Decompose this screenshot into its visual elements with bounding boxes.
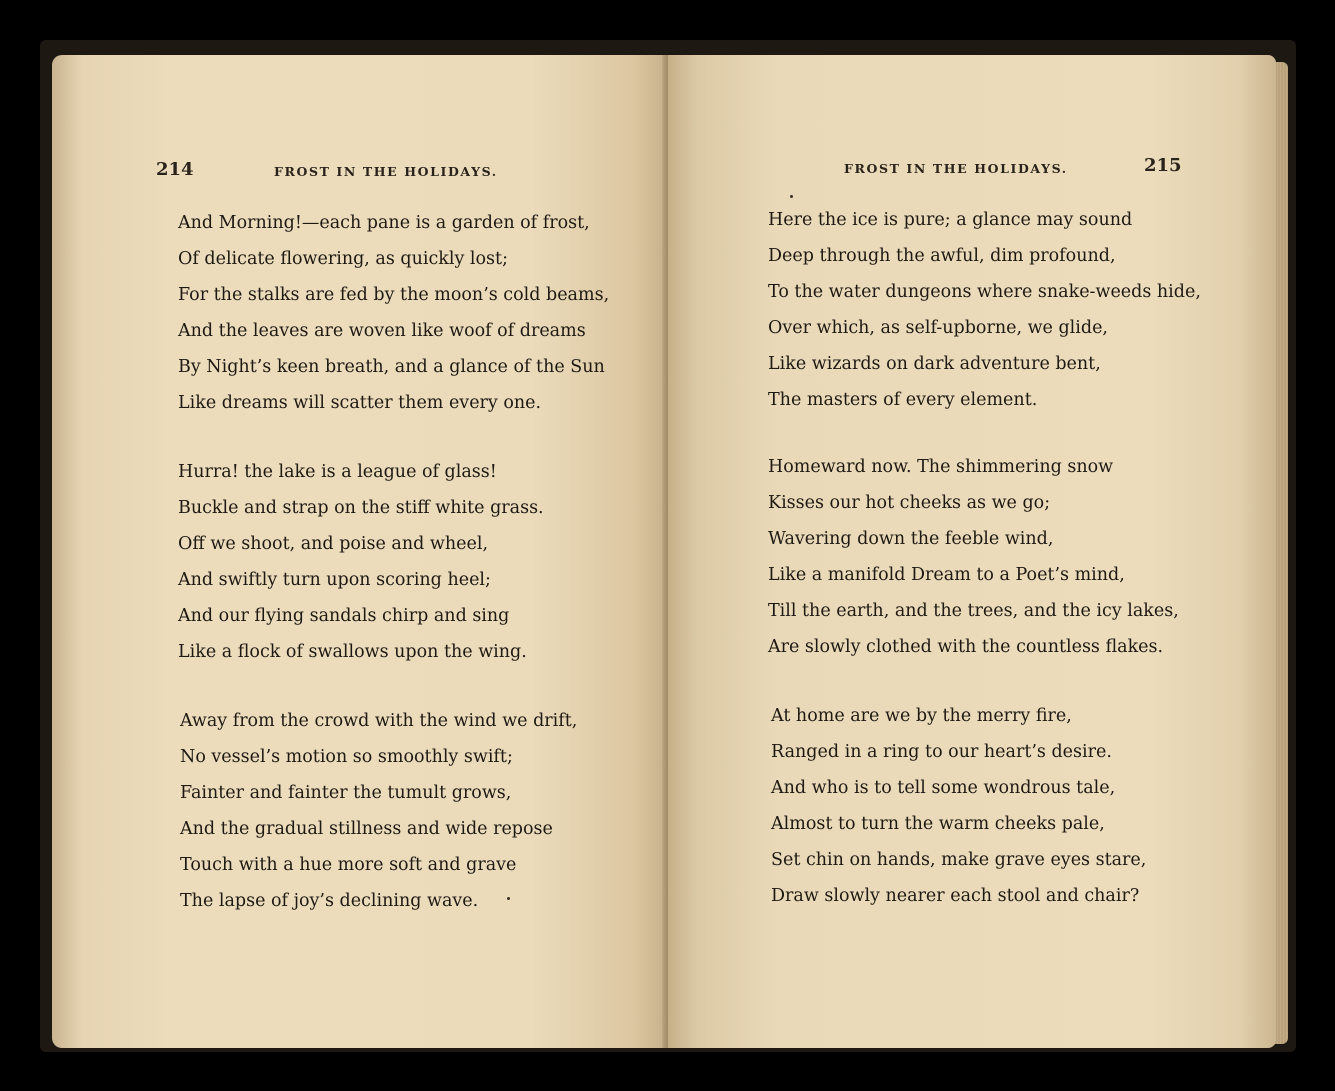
verse-line: Like dreams will scatter them every one. bbox=[178, 393, 542, 413]
verse-line: The masters of every element. bbox=[768, 390, 1038, 410]
verse-line: And the gradual stillness and wide repose bbox=[180, 819, 553, 839]
verse-line: Wavering down the feeble wind, bbox=[768, 529, 1054, 549]
right-running-head: FROST IN THE HOLIDAYS. bbox=[844, 161, 1068, 176]
verse-line: No vessel’s motion so smoothly swift; bbox=[180, 747, 513, 767]
left-stanza-1 bbox=[178, 205, 609, 421]
verse-line: Touch with a hue more soft and grave bbox=[180, 855, 517, 875]
left-running-head: FROST IN THE HOLIDAYS. bbox=[274, 164, 498, 179]
verse-line: And our flying sandals chirp and sing bbox=[178, 606, 510, 626]
verse-line: For the stalks are fed by the moon’s cold beams, bbox=[178, 285, 610, 305]
verse-line: The lapse of joy’s declining wave. bbox=[180, 891, 479, 911]
verse-line: Deep through the awful, dim profound, bbox=[768, 246, 1116, 266]
verse-line: Fainter and fainter the tumult grows, bbox=[180, 783, 512, 803]
left-page-number: 214 bbox=[156, 159, 194, 180]
paper-speck bbox=[507, 897, 510, 900]
right-stanza-2 bbox=[768, 449, 1179, 665]
verse-line: Are slowly clothed with the countless flakes. bbox=[768, 637, 1164, 657]
verse-line: Buckle and strap on the stiff white grass. bbox=[178, 498, 544, 518]
left-page bbox=[52, 55, 672, 1048]
verse-line: Like a flock of swallows upon the wing. bbox=[178, 642, 527, 662]
paper-speck bbox=[790, 195, 793, 198]
verse-line: Here the ice is pure; a glance may sound bbox=[768, 210, 1133, 230]
right-page bbox=[668, 55, 1276, 1048]
right-page-number: 215 bbox=[1144, 155, 1182, 176]
verse-line: And the leaves are woven like woof of dreams bbox=[178, 321, 586, 341]
verse-line: Almost to turn the warm cheeks pale, bbox=[771, 814, 1105, 834]
verse-line: At home are we by the merry fire, bbox=[771, 706, 1072, 726]
verse-line: Draw slowly nearer each stool and chair? bbox=[771, 886, 1140, 906]
verse-line: And Morning!—each pane is a garden of frost, bbox=[178, 213, 590, 233]
verse-line: Homeward now. The shimmering snow bbox=[768, 457, 1114, 477]
left-stanza-2 bbox=[178, 454, 544, 670]
verse-line: And swiftly turn upon scoring heel; bbox=[178, 570, 491, 590]
verse-line: Away from the crowd with the wind we drift, bbox=[180, 711, 578, 731]
verse-line: Kisses our hot cheeks as we go; bbox=[768, 493, 1051, 513]
verse-line: By Night’s keen breath, and a glance of the Sun bbox=[178, 357, 605, 377]
verse-line: Till the earth, and the trees, and the icy lakes, bbox=[768, 601, 1179, 621]
verse-line: Over which, as self-upborne, we glide, bbox=[768, 318, 1108, 338]
verse-line: Of delicate flowering, as quickly lost; bbox=[178, 249, 508, 269]
verse-line: Like wizards on dark adventure bent, bbox=[768, 354, 1101, 374]
right-stanza-1 bbox=[768, 202, 1201, 418]
verse-line: Off we shoot, and poise and wheel, bbox=[178, 534, 489, 554]
verse-line: Like a manifold Dream to a Poet’s mind, bbox=[768, 565, 1125, 585]
verse-line: And who is to tell some wondrous tale, bbox=[771, 778, 1116, 798]
left-stanza-3 bbox=[180, 703, 577, 919]
verse-line: To the water dungeons where snake-weeds hide, bbox=[768, 282, 1201, 302]
verse-line: Hurra! the lake is a league of glass! bbox=[178, 462, 497, 482]
right-stanza-3 bbox=[771, 698, 1146, 914]
verse-line: Ranged in a ring to our heart’s desire. bbox=[771, 742, 1112, 762]
verse-line: Set chin on hands, make grave eyes stare, bbox=[771, 850, 1147, 870]
